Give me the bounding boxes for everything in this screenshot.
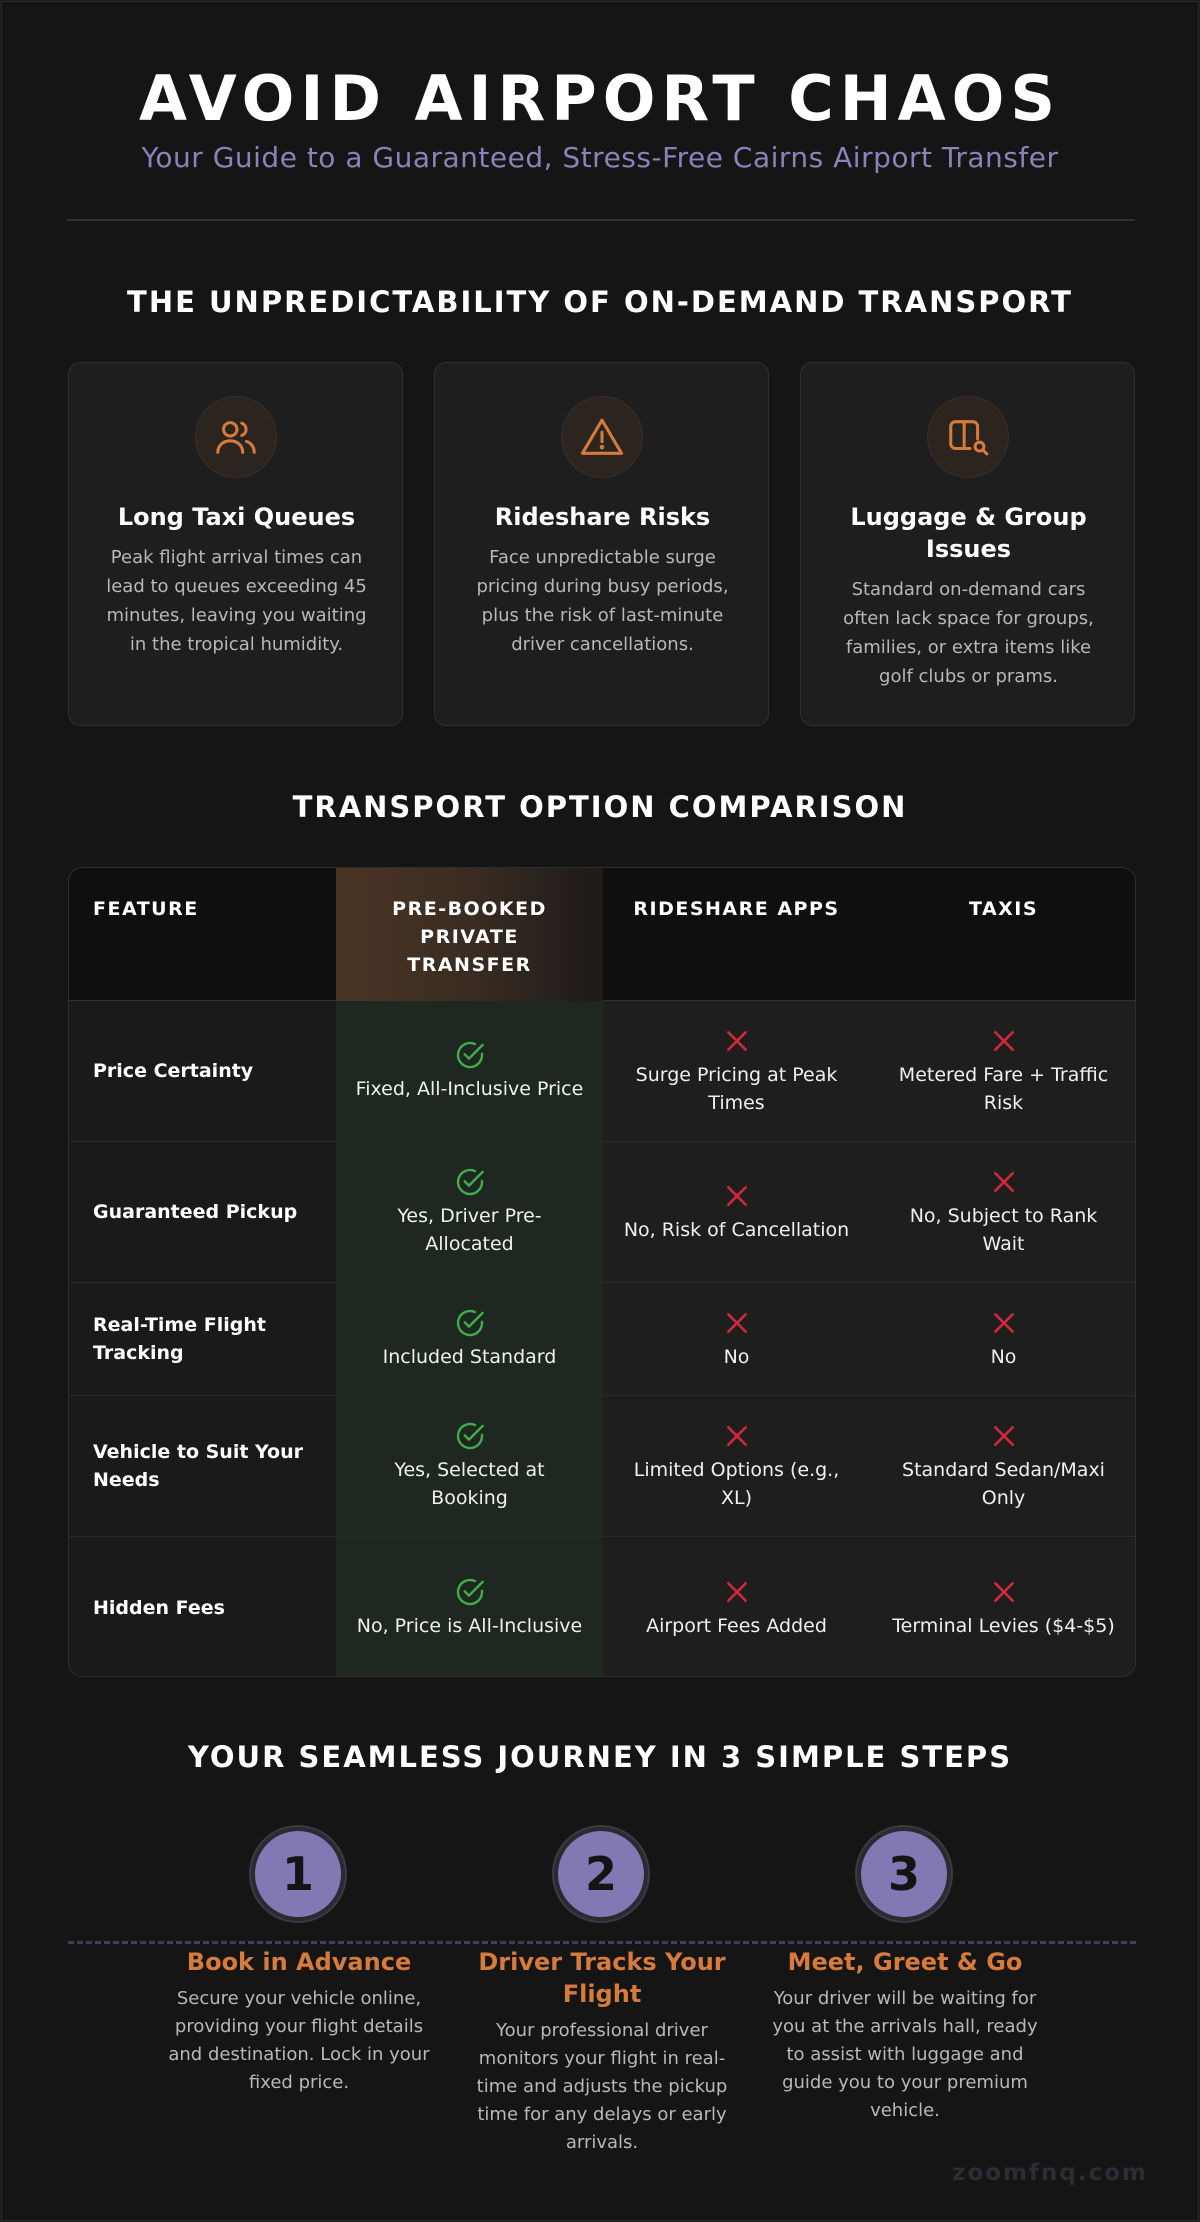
cell-text: No	[723, 1346, 750, 1368]
card-title: Luggage & Group Issues	[850, 503, 1087, 563]
problem-card-luggage-group	[800, 362, 1135, 726]
cell-text: No, Risk of Cancellation	[623, 1219, 850, 1241]
cell-taxis	[870, 1396, 1136, 1536]
watermark-domain: zoomfnq.com	[952, 2160, 1148, 2186]
cell-text: Yes, Driver Pre-Allocated	[397, 1205, 542, 1255]
cell-rideshare	[603, 1142, 870, 1282]
cell-text: Airport Fees Added	[646, 1614, 827, 1637]
step-title: Meet, Greet & Go	[787, 1948, 1023, 1976]
cross-icon	[988, 1025, 1020, 1057]
step-title: Book in Advance	[186, 1948, 412, 1976]
cell-text: Terminal Levies ($4-$5)	[892, 1614, 1115, 1637]
cross-icon	[721, 1420, 753, 1452]
cell-text: Yes, Selected at Booking	[394, 1459, 545, 1509]
cross-icon	[721, 1025, 753, 1057]
card-description: Standard on-demand cars often lack space for groups, families, or extra items like golf clubs or prams.	[843, 579, 1094, 687]
step-description: Secure your vehicle online, providing your flight details and destination. Lock in your fixed price.	[168, 1988, 430, 2093]
cell-text: Fixed, All-Inclusive Price	[355, 1078, 584, 1100]
row-feature-label: Real-Time Flight Tracking	[69, 1283, 336, 1395]
cross-icon	[988, 1576, 1020, 1608]
table-row	[69, 1142, 1135, 1283]
check-circle-icon	[454, 1307, 486, 1339]
step-number-badge: 1	[251, 1827, 345, 1921]
row-feature-label: Guaranteed Pickup	[69, 1142, 336, 1282]
steps-timeline	[68, 1941, 1136, 1944]
problems-heading: THE UNPREDICTABILITY OF ON-DEMAND TRANSPORT	[127, 285, 1073, 319]
table-row	[69, 1001, 1135, 1142]
card-title: Rideshare Risks	[494, 503, 711, 531]
cell-text: Included Standard	[382, 1346, 557, 1368]
cell-text: No, Subject to Rank Wait	[909, 1205, 1098, 1255]
steps-heading: YOUR SEAMLESS JOURNEY IN 3 SIMPLE STEPS	[187, 1740, 1013, 1774]
check-circle-icon	[454, 1039, 486, 1071]
cell-taxis	[870, 1001, 1136, 1141]
cell-text: No	[990, 1346, 1017, 1368]
column-header-feature: FEATURE	[93, 898, 199, 920]
step-number-badge: 3	[857, 1827, 951, 1921]
column-header-taxis: TAXIS	[968, 898, 1039, 920]
cell-rideshare	[603, 1283, 870, 1395]
card-description: Face unpredictable surge pricing during busy periods, plus the risk of last-minute driver cancellations.	[476, 547, 729, 655]
cell-taxis	[870, 1537, 1136, 1677]
table-row	[69, 1396, 1135, 1537]
cross-icon	[988, 1166, 1020, 1198]
table-row	[69, 1537, 1135, 1677]
cell-rideshare	[603, 1001, 870, 1141]
infographic-page	[1, 1, 1199, 2221]
cross-icon	[721, 1180, 753, 1212]
cell-text: No, Price is All-Inclusive	[356, 1614, 583, 1637]
cell-private-transfer	[336, 1142, 603, 1282]
cell-private-transfer	[336, 1001, 603, 1141]
problem-card-taxi-queues	[68, 362, 403, 726]
cell-text: Standard Sedan/Maxi Only	[902, 1459, 1105, 1509]
comparison-heading: TRANSPORT OPTION COMPARISON	[292, 790, 908, 824]
cross-icon	[988, 1307, 1020, 1339]
page-subtitle: Your Guide to a Guaranteed, Stress-Free Cairns Airport Transfer	[141, 141, 1059, 174]
step-description: Your driver will be waiting for you at the arrivals hall, ready to assist with luggage and guide you to your premium vehicle.	[772, 1988, 1038, 2121]
comparison-table	[68, 867, 1136, 1677]
cell-taxis	[870, 1142, 1136, 1282]
cell-taxis	[870, 1283, 1136, 1395]
check-circle-icon	[454, 1420, 486, 1452]
cell-private-transfer	[336, 1537, 603, 1677]
cell-private-transfer	[336, 1396, 603, 1536]
step-title: Driver Tracks Your Flight	[478, 1948, 726, 2008]
cell-rideshare	[603, 1396, 870, 1536]
cell-text: Limited Options (e.g., XL)	[633, 1459, 840, 1509]
column-header-rideshare: RIDESHARE APPS	[633, 898, 840, 920]
check-circle-icon	[454, 1576, 486, 1608]
users-icon	[195, 396, 277, 478]
table-row	[69, 1283, 1135, 1396]
table-header	[69, 868, 1135, 1001]
cross-icon	[988, 1420, 1020, 1452]
check-circle-icon	[454, 1166, 486, 1198]
column-header-private-transfer: PRE-BOOKED PRIVATE TRANSFER	[336, 868, 603, 1001]
cell-private-transfer	[336, 1283, 603, 1395]
card-title: Long Taxi Queues	[117, 503, 356, 531]
cell-text: Metered Fare + Traffic Risk	[898, 1064, 1109, 1114]
row-feature-label: Vehicle to Suit Your Needs	[69, 1396, 336, 1536]
problem-card-rideshare-risks	[434, 362, 769, 726]
card-description: Peak flight arrival times can lead to queues exceeding 45 minutes, leaving you waiting in the tropical humidity.	[106, 547, 367, 655]
warning-icon	[561, 396, 643, 478]
cross-icon	[721, 1576, 753, 1608]
row-feature-label: Price Certainty	[69, 1001, 336, 1141]
row-feature-label: Hidden Fees	[69, 1537, 336, 1677]
cell-rideshare	[603, 1537, 870, 1677]
step-description: Your professional driver monitors your flight in real-time and adjusts the pickup time for any delays or early arrivals.	[476, 2020, 728, 2153]
header-divider	[67, 219, 1135, 221]
luggage-search-icon	[927, 396, 1009, 478]
cell-text: Surge Pricing at Peak Times	[635, 1064, 838, 1114]
step-number-badge: 2	[554, 1827, 648, 1921]
cross-icon	[721, 1307, 753, 1339]
page-title: AVOID AIRPORT CHAOS	[139, 62, 1061, 135]
